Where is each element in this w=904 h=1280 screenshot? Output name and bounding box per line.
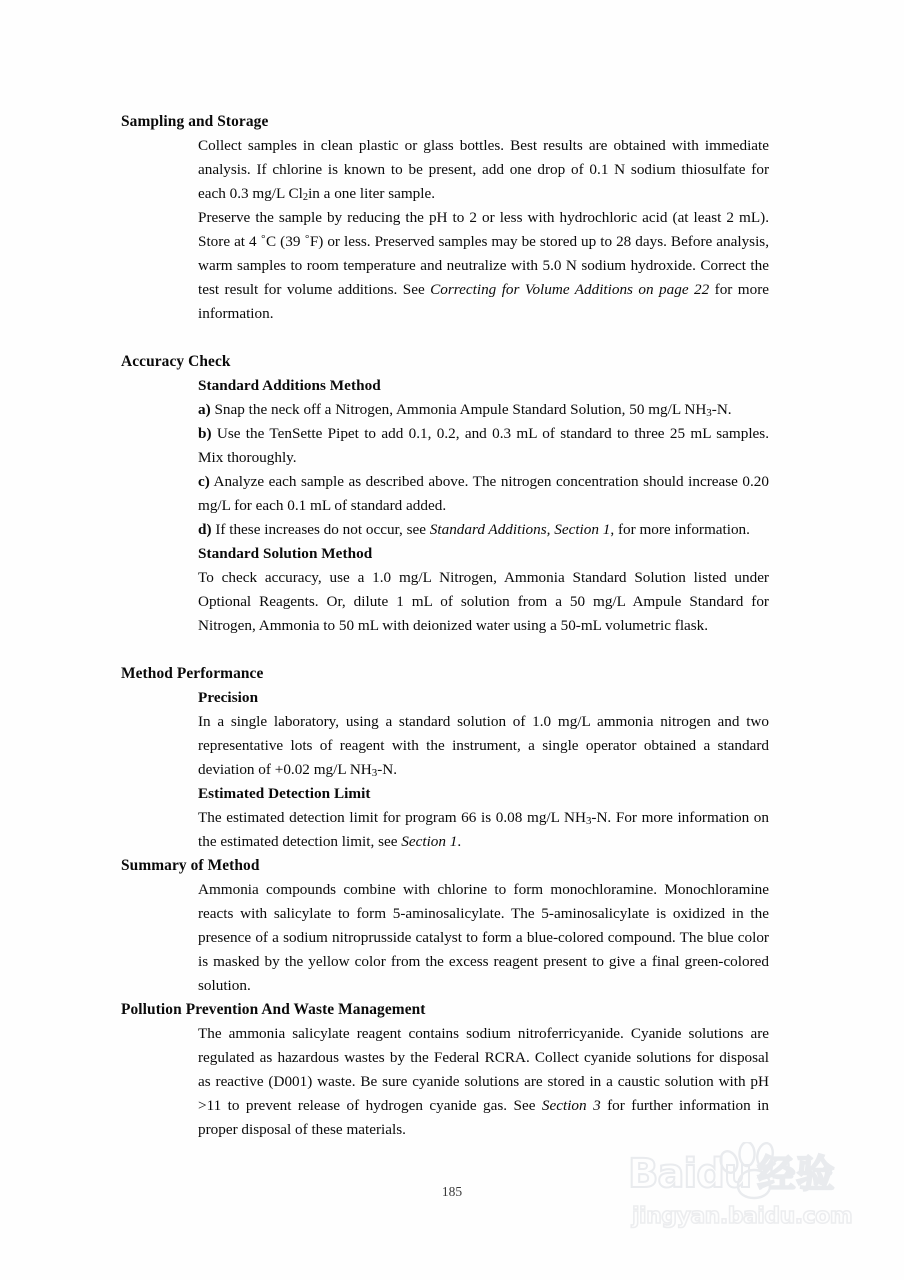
step-label-a: a) xyxy=(198,401,211,418)
subscript-cl2: 2 xyxy=(302,191,309,203)
subheading-precision: Precision xyxy=(198,689,259,706)
cross-reference-section-1: Section 1 xyxy=(401,833,458,850)
watermark-brand-text: Baidu xyxy=(628,1151,752,1197)
document-body xyxy=(121,110,769,1142)
subscript-nh3: 3 xyxy=(371,766,378,779)
watermark-brand-cn: 经验 xyxy=(757,1152,836,1196)
subscript-nh3: 3 xyxy=(585,814,592,827)
paragraph-sampling-collect xyxy=(198,134,769,206)
step-text-cont: -N. xyxy=(711,401,732,418)
step-c xyxy=(198,470,769,518)
subscript-nh3: 3 xyxy=(706,406,712,419)
paragraph-text: Collect samples in clean plastic or glass bottles. Best results are obtained with immediate analysis. If chlorine is known to be present, add one drop of 0.1 N sodium thiosulfate for each 0.3 mg/L Cl xyxy=(198,137,769,202)
paragraph-estimated-detection-limit xyxy=(198,806,769,854)
subheading-standard-solution-method: Standard Solution Method xyxy=(198,545,373,562)
step-text: If these increases do not occur, see xyxy=(211,521,430,538)
heading-pollution-prevention-and-waste-management: Pollution Prevention And Waste Management xyxy=(121,1001,426,1018)
paragraph-text: In a single laboratory, using a standard solution of 1.0 mg/L ammonia nitrogen and two representative lots of reagent with the instrument, a single operator obtained a standard deviation of +0.02 mg/L NH xyxy=(198,713,769,778)
heading-accuracy-check: Accuracy Check xyxy=(121,353,231,370)
heading-summary-of-method: Summary of Method xyxy=(121,857,260,874)
step-text-end: , for more information. xyxy=(610,521,750,538)
subheading-estimated-detection-limit: Estimated Detection Limit xyxy=(198,785,371,802)
paragraph-summary-of-method: Ammonia compounds combine with chlorine to form monochloramine. Monochloramine reacts with salicylate to form 5-aminosalicylate. The 5-aminosalicylate is oxidized in the presence of a sodium nitroprusside catalyst to form a blue-colored compound. The blue color is masked by the yellow color from the excess reagent present to give a final green-colored solution. xyxy=(198,881,769,994)
paragraph-text: The estimated detection limit for program 66 is 0.08 mg/L NH xyxy=(198,809,586,826)
subheading-standard-additions-method: Standard Additions Method xyxy=(198,377,381,394)
heading-method-performance: Method Performance xyxy=(121,665,264,682)
step-text: Use the TenSette Pipet to add 0.1, 0.2, and 0.3 mL of standard to three 25 mL samples. Mix thoroughly. xyxy=(198,425,769,466)
cross-reference-standard-additions-section-1: Standard Additions, Section 1 xyxy=(429,521,611,538)
paragraph-text: The ammonia salicylate reagent contains sodium nitroferricyanide. Cyanide solutions are regulated as hazardous wastes by the Federal RCRA. Collect cyanide solutions for disposal as reactive (D001) waste. Be sure cyanide solutions are stored in a caustic solution with pH >11 to prevent release of hydrogen cyanide gas. See xyxy=(198,1025,769,1114)
step-label-d: d) xyxy=(198,521,212,538)
paragraph-text-cont: C (39 xyxy=(266,233,305,250)
step-d xyxy=(198,518,769,542)
paragraph-sampling-preserve xyxy=(198,206,769,326)
degree-symbol-celsius: ° xyxy=(261,233,266,246)
paragraph-text-cont2: F) or less. Preserved samples may be stored up to 28 days. Before analysis, warm samples to room temperature and neutralize with 5.0 N sodium hydroxide. Correct the test result for volume additions. See xyxy=(198,233,769,298)
paragraph-text: Preserve the sample by reducing the pH to 2 or less with hydrochloric acid (at least 2 mL). Store at 4 xyxy=(198,209,769,250)
paragraph-standard-solution-method: To check accuracy, use a 1.0 mg/L Nitrogen, Ammonia Standard Solution listed under Optional Reagents. Or, dilute 1 mL of solution from a 50 mg/L Ampule Standard for Nitrogen, Ammonia to 50 mL with deionized water using a 50-mL volumetric flask. xyxy=(198,569,769,634)
cross-reference-section-3: Section 3 xyxy=(541,1097,601,1114)
watermark-url: jingyan.baidu.com xyxy=(632,1204,853,1229)
step-text: Analyze each sample as described above. The nitrogen concentration should increase 0.20 mg/L for each 0.1 mL of standard added. xyxy=(198,473,769,514)
heading-sampling-and-storage: Sampling and Storage xyxy=(121,113,269,130)
paragraph-text-cont: in a one liter sample. xyxy=(308,185,436,202)
paragraph-text-end: for more information. xyxy=(198,281,770,322)
paragraph-text-end: . xyxy=(457,833,462,850)
step-text: Snap the neck off a Nitrogen, Ammonia Ampule Standard Solution, 50 mg/L NH xyxy=(210,401,707,418)
section-spacer xyxy=(121,326,769,350)
paragraph-text-cont: -N. For more information on the estimated detection limit, see xyxy=(198,809,769,850)
step-b xyxy=(198,422,769,470)
degree-symbol-fahrenheit: ° xyxy=(304,233,310,246)
paragraph-text-end: for further information in proper disposal of these materials. xyxy=(198,1097,770,1138)
paragraph-pollution-prevention xyxy=(198,1022,769,1142)
paragraph-text-cont: -N. xyxy=(377,761,398,778)
cross-reference-correcting-for-volume-additions: Correcting for Volume Additions on page 22 xyxy=(430,281,710,298)
step-label-c: c) xyxy=(198,473,210,490)
page-number: 185 xyxy=(441,1184,463,1199)
step-a xyxy=(198,398,769,422)
section-spacer xyxy=(121,638,769,662)
step-label-b: b) xyxy=(198,425,212,442)
paragraph-precision xyxy=(198,710,769,782)
